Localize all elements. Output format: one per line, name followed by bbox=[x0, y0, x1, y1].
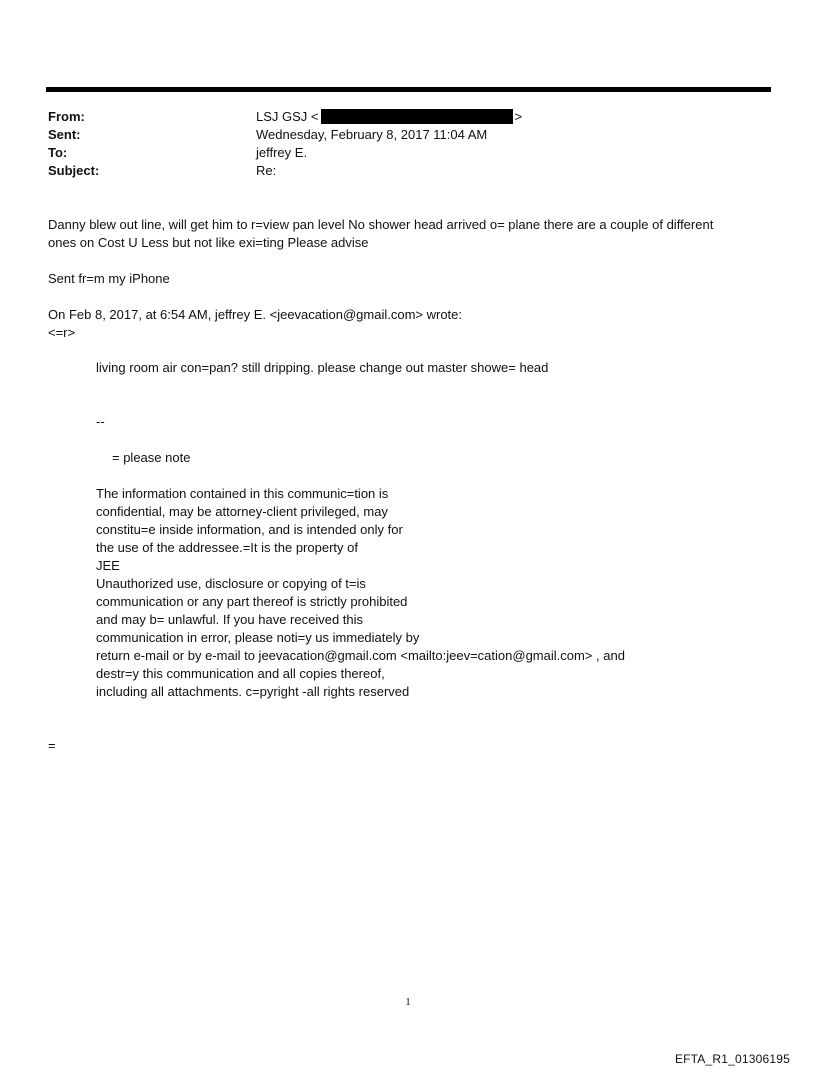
quote-marker: <=r> bbox=[48, 325, 76, 340]
email-header bbox=[48, 108, 522, 180]
sent-label: Sent: bbox=[48, 127, 81, 142]
sent-row bbox=[48, 126, 522, 144]
redaction-block bbox=[321, 109, 513, 124]
disclaimer-line: Unauthorized use, disclosure or copying of t=is bbox=[96, 576, 366, 591]
document-id: EFTA_R1_01306195 bbox=[674, 1052, 790, 1066]
subject-value: Re: bbox=[256, 163, 277, 178]
disclaimer-line: and may b= unlawful. If you have received this bbox=[96, 612, 364, 627]
disclaimer-line: communication or any part thereof is strictly prohibited bbox=[96, 594, 408, 609]
disclaimer-line: The information contained in this communic=tion is bbox=[96, 486, 389, 501]
sent-value: Wednesday, February 8, 2017 11:04 AM bbox=[256, 127, 488, 142]
from-row bbox=[48, 108, 522, 126]
subject-row bbox=[48, 162, 522, 180]
signature: Sent fr=m my iPhone bbox=[48, 271, 170, 286]
disclaimer-line: JEE bbox=[96, 558, 120, 573]
trailer-mark: = bbox=[48, 738, 56, 753]
disclaimer-line: communication in error, please noti=y us immediately by bbox=[96, 630, 420, 645]
page-number: 1 bbox=[405, 996, 411, 1008]
disclaimer-line: confidential, may be attorney-client privileged, may bbox=[96, 504, 388, 519]
message-line-2: ones on Cost U Less but not like exi=ting Please advise bbox=[48, 235, 369, 250]
disclaimer-line: return e-mail or by e-mail to jeevacation@gmail.com <mailto:jeev=cation@gmail.com> , and bbox=[96, 648, 625, 663]
to-value: jeffrey E. bbox=[256, 145, 308, 160]
disclaimer-line: including all attachments. c=pyright -all rights reserved bbox=[96, 684, 410, 699]
to-label: To: bbox=[48, 145, 68, 160]
to-row bbox=[48, 144, 522, 162]
from-label: From: bbox=[48, 109, 85, 124]
please-note: = please note bbox=[112, 450, 191, 465]
disclaimer-line: destr=y this communication and all copies thereof, bbox=[96, 666, 385, 681]
subject-label: Subject: bbox=[48, 163, 100, 178]
quoted-line-1: living room air con=pan? still dripping. please change out master showe= head bbox=[96, 360, 549, 375]
disclaimer-line: constitu=e inside information, and is intended only for bbox=[96, 522, 403, 537]
from-close: > bbox=[514, 109, 523, 124]
from-name: LSJ GSJ < bbox=[256, 109, 319, 124]
header-rule bbox=[46, 87, 771, 92]
message-line-1: Danny blew out line, will get him to r=view pan level No shower head arrived o= plane there are a couple of different bbox=[48, 217, 714, 232]
signature-separator: -- bbox=[96, 414, 105, 429]
quote-intro: On Feb 8, 2017, at 6:54 AM, jeffrey E. <jeevacation@gmail.com> wrote: bbox=[48, 307, 463, 322]
disclaimer-line: the use of the addressee.=It is the property of bbox=[96, 540, 358, 555]
from-value bbox=[256, 108, 522, 126]
